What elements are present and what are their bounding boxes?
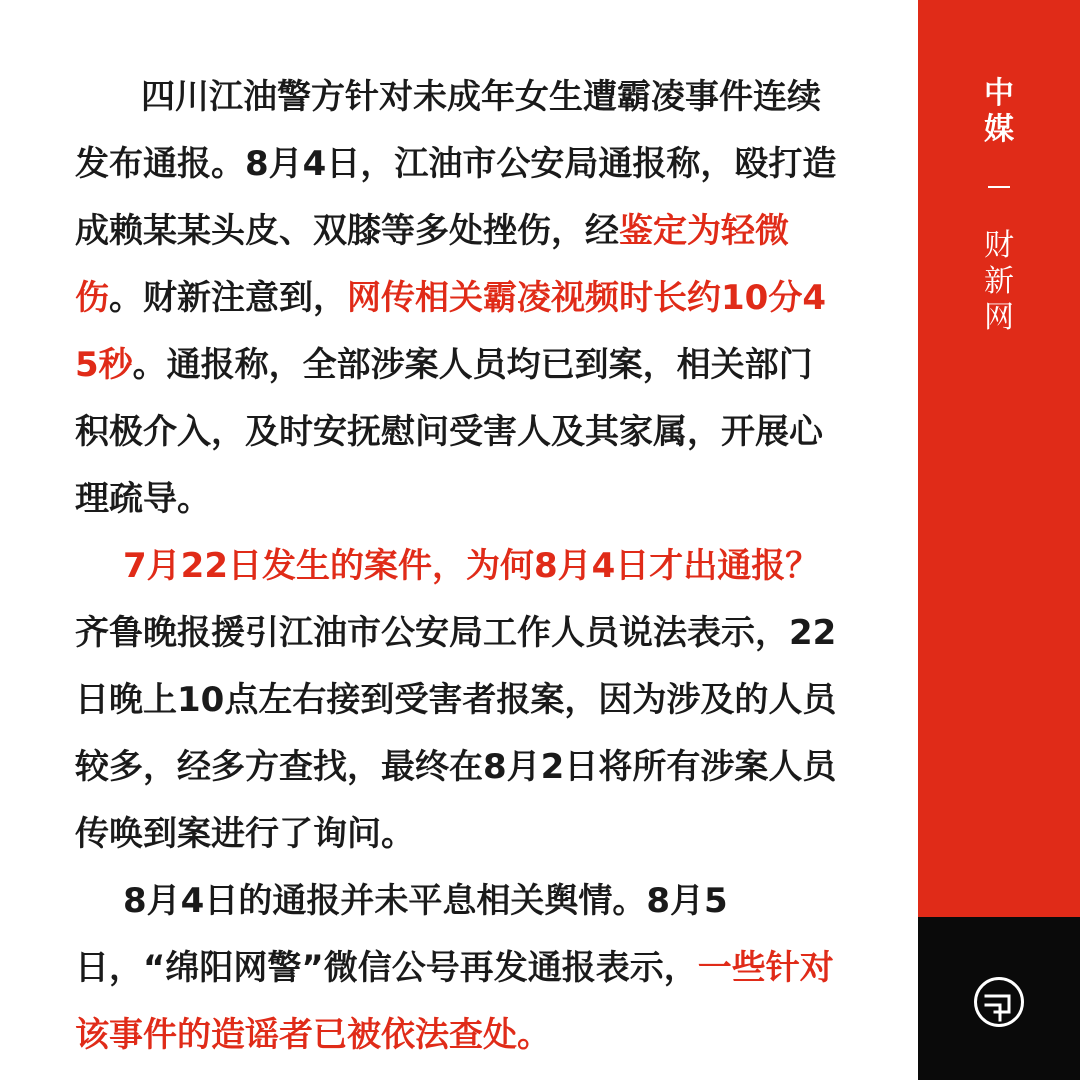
paragraph-1 <box>75 64 845 533</box>
highlight-rumor-punished: 一些针对该事件的造谣者已被依法查处。 <box>75 948 834 1055</box>
paragraph-1-text-1: 四川江油警方针对未成年女生遭霸凌事件连续发布通报。8月4日，江油市公安局通报称，殴打造成赖某某头皮、双膝等多处挫伤，经 <box>75 77 837 251</box>
highlight-video-duration: 网传相关霸凌视频时长约10分45秒 <box>75 278 826 385</box>
sidebar-red-panel <box>918 0 1080 917</box>
paragraph-1-text-2: 。财新注意到， <box>109 278 347 318</box>
paragraph-3 <box>75 868 845 1069</box>
article-body <box>75 64 845 1069</box>
sidebar <box>918 0 1080 1080</box>
source-label <box>918 228 1080 336</box>
sidebar-black-panel <box>918 917 1080 1080</box>
media-label <box>918 76 1080 148</box>
paragraph-2-text-1: 齐鲁晚报援引江油市公安局工作人员说法表示，22日晚上10点左右接到受害者报案，因为涉及的人员较多，经多方查找，最终在8月2日将所有涉案人员传唤到案进行了询问。 <box>75 613 837 854</box>
source-label-char: 财 <box>984 228 1014 263</box>
media-label-char: 媒 <box>984 112 1014 147</box>
highlight-question: 7月22日发生的案件，为何8月4日才出通报？ <box>123 546 820 586</box>
paragraph-3-text-1: 8月4日的通报并未平息相关舆情。8月5日，“绵阳网警”微信公号再发通报表示， <box>75 881 728 988</box>
caixin-logo-icon <box>973 976 1025 1028</box>
media-label-char: 中 <box>984 76 1014 111</box>
paragraph-2 <box>75 533 845 868</box>
source-label-char: 新 <box>984 264 1014 299</box>
paragraph-1-text-3: 。通报称，全部涉案人员均已到案，相关部门积极介入，及时安抚慰问受害人及其家属，开展心理疏导。 <box>75 345 823 519</box>
source-label-char: 网 <box>984 300 1014 335</box>
highlight-injury-assessment: 鉴定为轻微伤 <box>75 211 789 318</box>
sidebar-divider <box>988 186 1010 188</box>
